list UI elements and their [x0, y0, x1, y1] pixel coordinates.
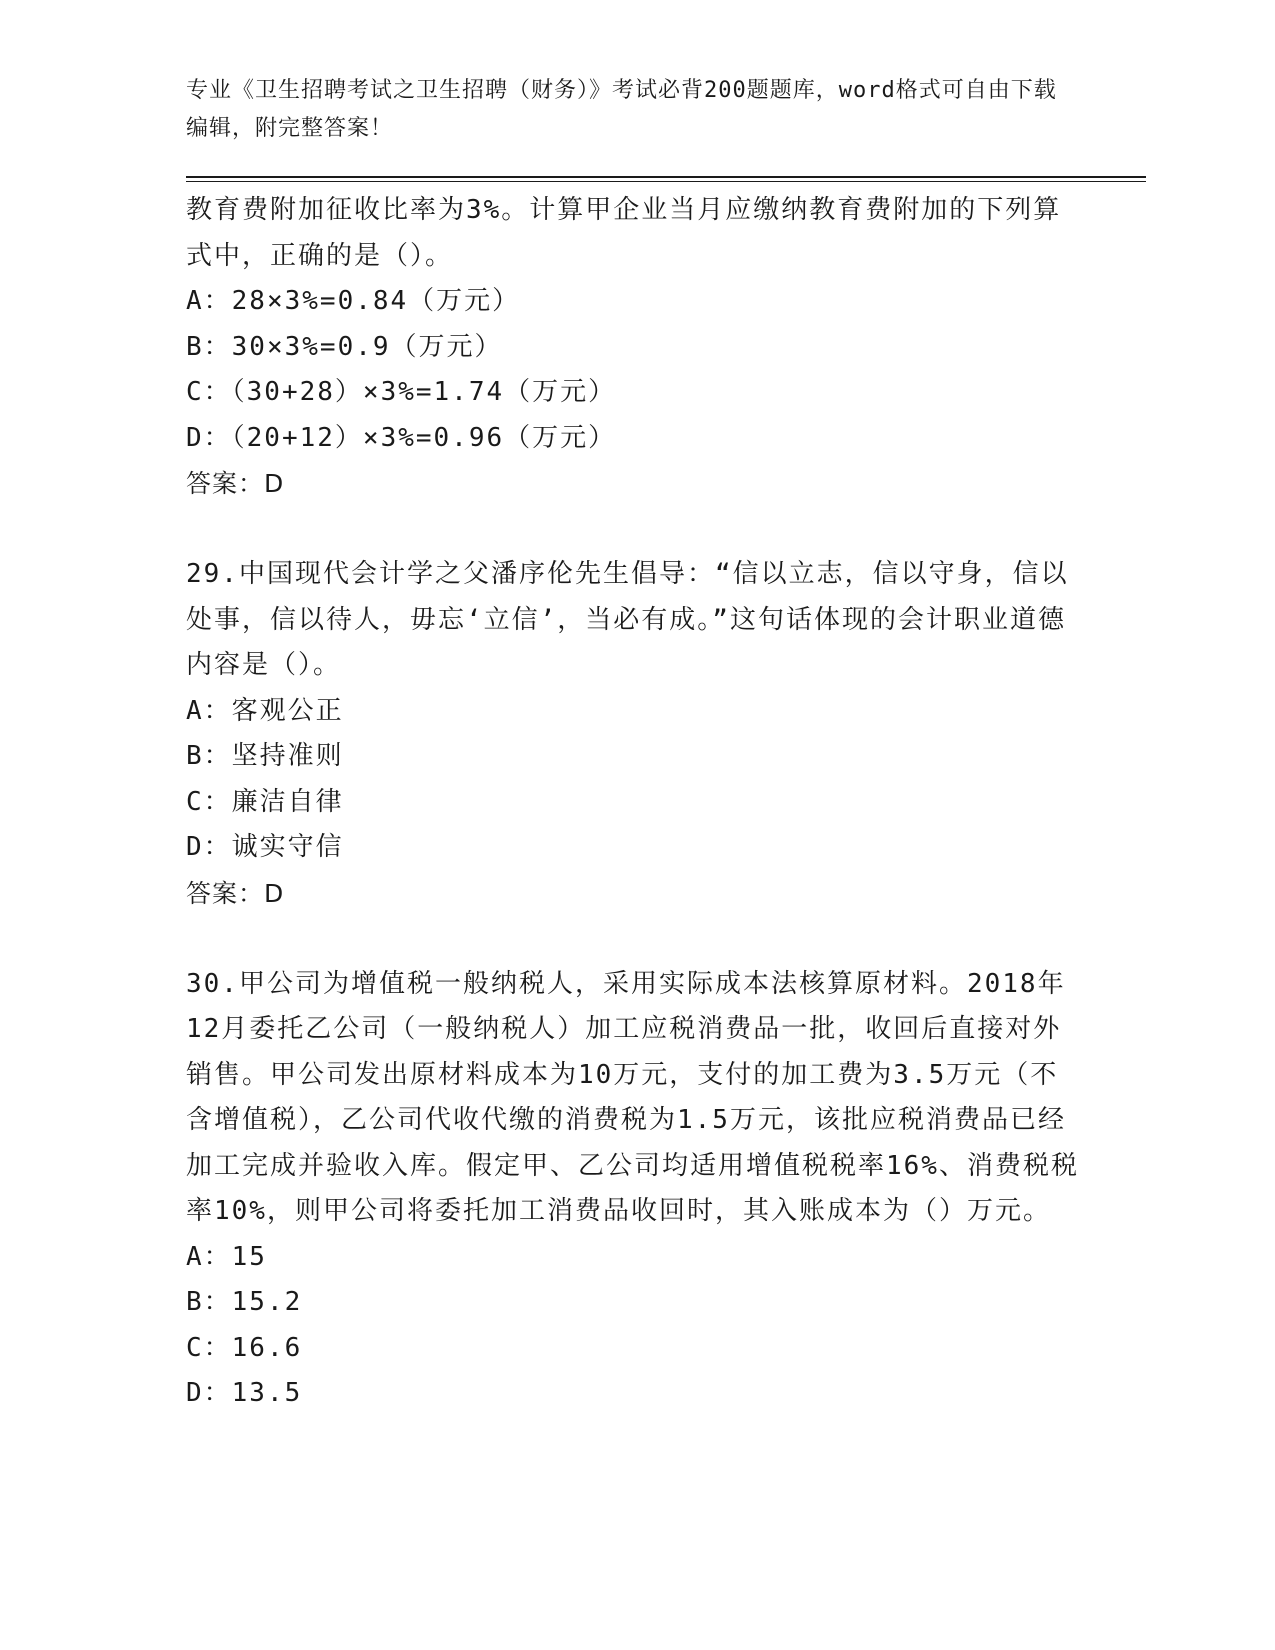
- header-divider-thick: [186, 176, 1146, 178]
- option-b: B：坚持准则: [186, 741, 344, 771]
- question-spacer: [186, 916, 1086, 962]
- question-spacer: [186, 507, 1086, 553]
- option-a: A：28×3%=0.84（万元）: [186, 286, 521, 316]
- option-d: D：13.5: [186, 1378, 303, 1408]
- option-b: B：30×3%=0.9（万元）: [186, 331, 503, 362]
- header-title: 专业《卫生招聘考试之卫生招聘（财务）》考试必背200题题库，word格式可自由下载编辑，附完整答案！: [186, 78, 1057, 141]
- question-block: [186, 552, 1086, 916]
- header-divider-thin: [186, 181, 1146, 182]
- document-header: [186, 72, 1066, 148]
- option-a: A：客观公正: [186, 695, 344, 726]
- answer-line: 答案：D: [186, 469, 285, 498]
- option-d: D：诚实守信: [186, 832, 344, 862]
- question-stem: 教育费附加征收比率为3%。计算甲企业当月应缴纳教育费附加的下列算式中，正确的是（）。: [186, 195, 1062, 271]
- question-list: [186, 188, 1086, 1417]
- option-c: C：廉洁自律: [186, 786, 344, 817]
- question-block: [186, 188, 1086, 507]
- question-block: [186, 962, 1086, 1417]
- option-a: A：15: [186, 1241, 267, 1272]
- question-stem: 29.中国现代会计学之父潘序伦先生倡导：“信以立志，信以守身，信以处事，信以待人，毋忘‘立信’，当必有成。”这句话体现的会计职业道德内容是（）。: [186, 559, 1069, 680]
- option-c: C：16.6: [186, 1332, 303, 1363]
- question-stem: 30.甲公司为增值税一般纳税人，采用实际成本法核算原材料。2018年12月委托乙公司（一般纳税人）加工应税消费品一批，收回后直接对外销售。甲公司发出原材料成本为10万元，支付的加工费为3.5万元（不含增值税），乙公司代收代缴的消费税为1.5万元，该批应税消费品已经加工完成并验收入库。假定甲、乙公司均适用增值税税率16%、消费税税率10%，则甲公司将委托加工消费品收回时，其入账成本为（）万元。: [186, 968, 1079, 1226]
- option-c: C：（30+28）×3%=1.74（万元）: [186, 377, 617, 407]
- option-b: B：15.2: [186, 1287, 303, 1317]
- answer-line: 答案：D: [186, 878, 285, 908]
- option-d: D：（20+12）×3%=0.96（万元）: [186, 422, 617, 453]
